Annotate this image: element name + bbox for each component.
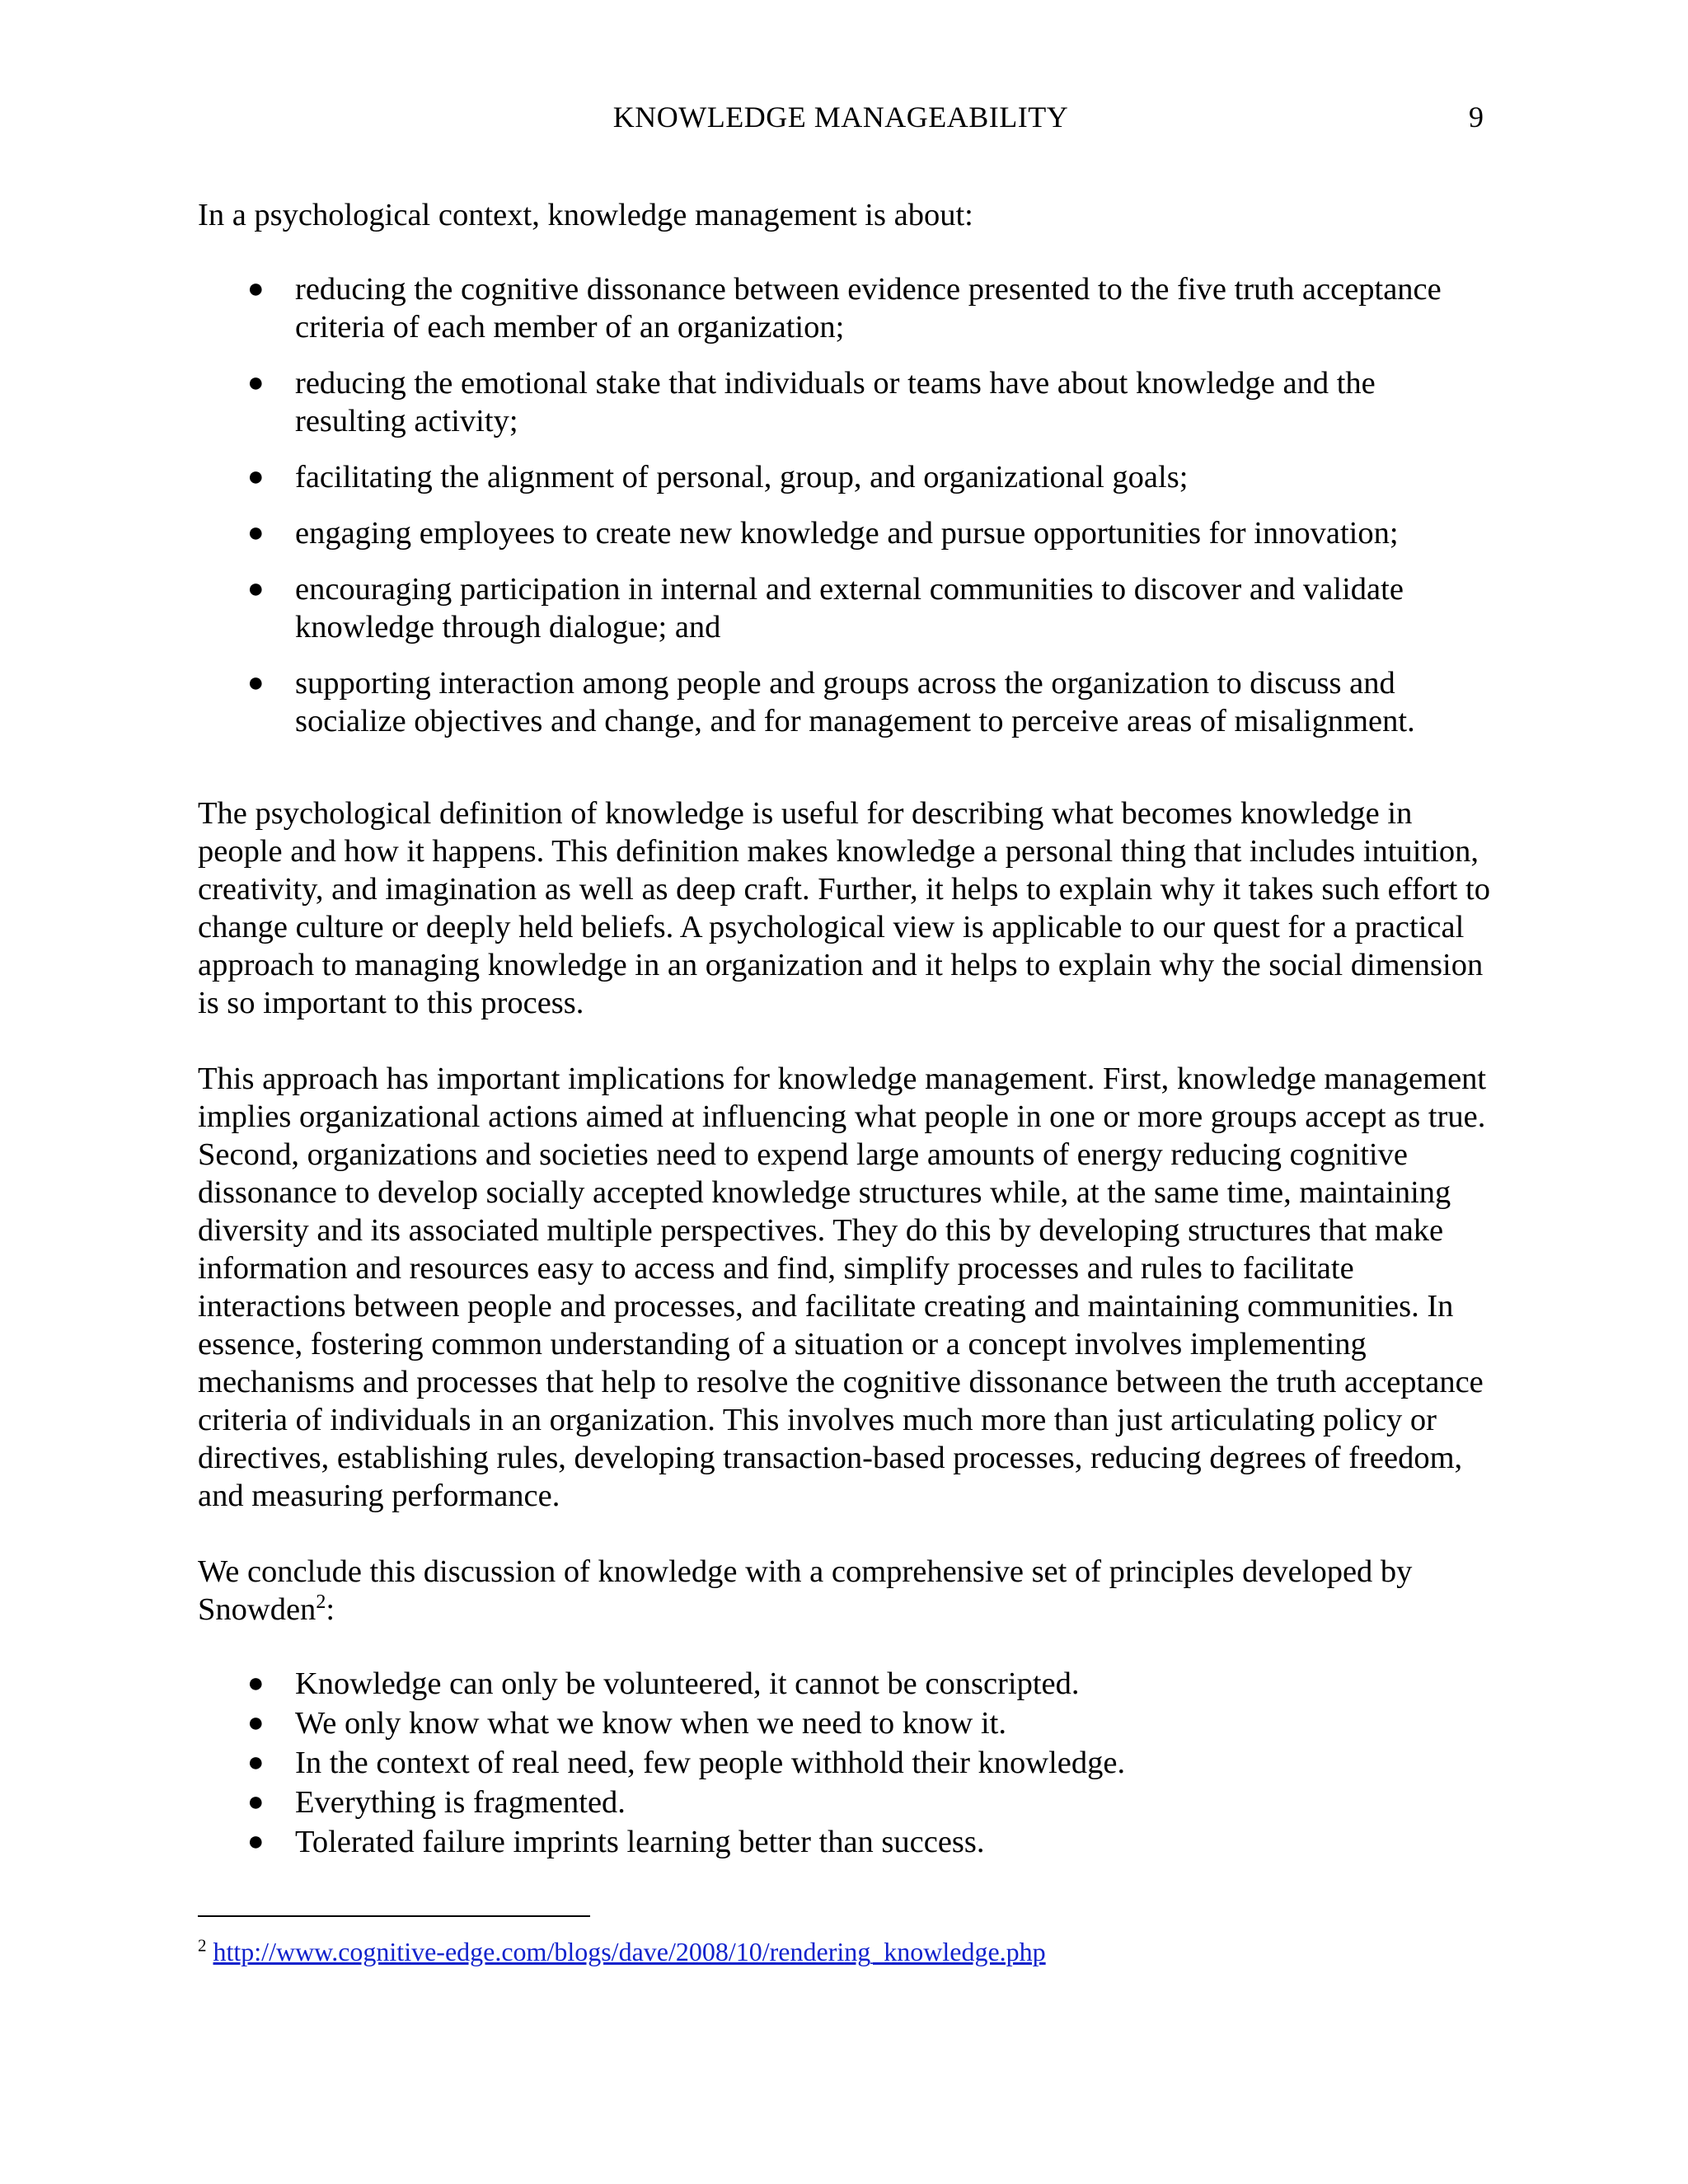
list-item-text: Tolerated failure imprints learning better than success. [295,1825,985,1859]
list-item-text: Everything is fragmented. [295,1785,626,1820]
body-paragraph-psychological-definition: The psychological definition of knowledge is useful for describing what becomes knowledge in people and how it happens. This definition makes knowledge a personal thing that includes intuition, creativity, and imagination as well as deep craft. Further, it helps to explain why it takes such effort to change culture or deeply held beliefs. A psychological view is applicable to our quest for a practical approach to managing knowledge in an organization and it helps to explain why the social dimension is so important to this process. [198,796,1490,1020]
bullet-icon: ● [247,668,265,698]
bullet-icon: ● [247,1787,265,1817]
running-title: KNOWLEDGE MANAGEABILITY [612,101,1069,134]
footnote-marker: 2 [198,1935,207,1956]
body-paragraph-implications: This approach has important implications for knowledge management. First, knowledge management implies organizational actions aimed at influencing what people in one or more groups accept as true. Second, organizations and societies need to expend large amounts of energy reducing cognitive dissonance to develop socially accepted knowledge structures while, at the same time, maintaining diversity and its associated multiple perspectives. They do this by developing structures that make information and resources easy to access and find, simplify processes and rules to facilitate interactions between people and processes, and facilitate creating and maintaining communities. In essence, fostering common understanding of a situation or a concept involves implementing mechanisms and processes that help to resolve the cognitive dissonance between the truth acceptance criteria of individuals in an organization. This involves much more than just articulating policy or directives, establishing rules, developing transaction-based processes, reducing degrees of freedom, and measuring performance. [198,1062,1487,1513]
footnote [198,1935,1046,1968]
principles-bullet-list [198,1665,1492,1861]
list-item [247,458,1492,496]
list-item [247,664,1492,740]
body-paragraph-conclusion [198,1553,1492,1629]
list-item-text: Knowledge can only be volunteered, it cannot be conscripted. [295,1666,1080,1701]
list-item [247,514,1492,552]
list-item-text: In the context of real need, few people withhold their knowledge. [295,1746,1126,1780]
list-item [247,1744,1492,1782]
list-item-text: facilitating the alignment of personal, group, and organizational goals; [295,460,1189,494]
conclusion-text: We conclude this discussion of knowledge with a comprehensive set of principles developed by Snowden [198,1554,1413,1627]
list-item [247,364,1492,440]
bullet-icon: ● [247,462,265,492]
list-item-text: reducing the emotional stake that individuals or teams have about knowledge and the resulting activity; [295,366,1376,438]
list-item-text: supporting interaction among people and groups across the organization to discuss and socialize objectives and change, and for management to perceive areas of misalignment. [295,666,1415,738]
list-item [247,270,1492,346]
conclusion-trailing: : [326,1592,335,1627]
footnote-link[interactable]: http://www.cognitive-edge.com/blogs/dave/2008/10/rendering_knowledge.php [213,1937,1046,1966]
list-item [247,1783,1492,1821]
bullet-icon: ● [247,1747,265,1778]
list-item-text: We only know what we know when we need to know it. [295,1706,1006,1741]
page-number: 9 [1469,101,1484,134]
list-item-text: encouraging participation in internal and external communities to discover and validate knowledge through dialogue; and [295,572,1404,644]
bullet-icon: ● [247,518,265,548]
bullet-icon: ● [247,1668,265,1699]
bullet-icon: ● [247,1826,265,1857]
body-content [198,196,1492,1861]
bullet-icon: ● [247,274,265,304]
bullet-icon: ● [247,368,265,398]
intro-paragraph: In a psychological context, knowledge management is about: [198,198,973,232]
list-item [247,1665,1492,1703]
list-item-text: engaging employees to create new knowledge and pursue opportunities for innovation; [295,516,1399,551]
list-item [247,1704,1492,1742]
list-item-text: reducing the cognitive dissonance between evidence presented to the five truth acceptance criteria of each member of an organization; [295,272,1442,344]
bullet-icon: ● [247,1708,265,1738]
list-item [247,570,1492,646]
km-bullet-list [198,270,1492,740]
running-head [198,99,1484,135]
bullet-icon: ● [247,574,265,604]
footnote-reference: 2 [316,1591,326,1614]
list-item [247,1823,1492,1861]
footnote-divider [198,1915,590,1917]
